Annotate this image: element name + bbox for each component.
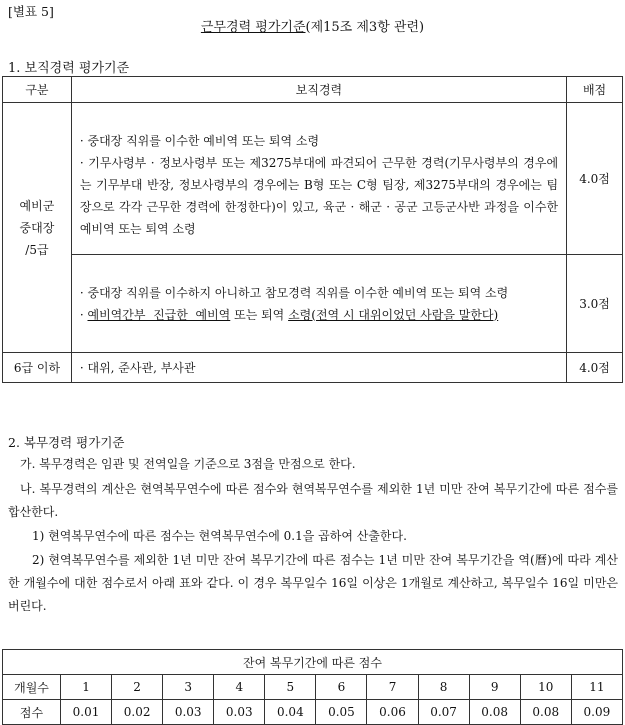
title-reference: (제15조 제3항 관련) xyxy=(305,20,425,35)
score-value: 0.08 xyxy=(469,700,520,725)
month-cell: 11 xyxy=(571,675,622,700)
header-category: 구분 xyxy=(3,77,72,103)
score-value: 0.01 xyxy=(61,700,112,725)
paragraph-1: 1) 현역복무연수에 따른 점수는 현역복무연수에 0.1을 곱하여 산출한다. xyxy=(32,529,407,543)
header-career: 보직경력 xyxy=(71,77,566,103)
career-line: · 중대장 직위를 이수하지 아니하고 참모경력 직위를 이수한 예비역 또는 퇴역 소령 xyxy=(79,285,509,300)
section2-heading: 2. 복무경력 평가기준 xyxy=(8,435,125,450)
document-title xyxy=(0,16,625,35)
score-cell: 4.0점 xyxy=(567,103,623,255)
row-label: 점수 xyxy=(3,700,61,725)
score-value: 0.07 xyxy=(418,700,469,725)
months-row xyxy=(3,675,623,700)
score-value: 0.03 xyxy=(163,700,214,725)
month-cell: 4 xyxy=(214,675,265,700)
score-value: 0.06 xyxy=(367,700,418,725)
score-value: 0.03 xyxy=(214,700,265,725)
career-line: · 기무사령부 · 정보사령부 또는 제3275부대에 파견되어 근무한 경력(기무사령부의 경우에는 기무부대 반장, 정보사령부의 경우에는 B형 또는 C형 팀장, 제3275부대의 경우에는 팀장으로 각각 근무한 경력에 한정한다)이 있고, 육군 · 해군 · 공군 고등군사반 과정을 이수한 예비역 또는 퇴역 소령 xyxy=(79,155,559,236)
score-value: 0.04 xyxy=(265,700,316,725)
month-cell: 6 xyxy=(316,675,367,700)
score-value: 0.05 xyxy=(316,700,367,725)
score-cell: 4.0점 xyxy=(567,353,623,383)
table-row xyxy=(3,353,623,383)
scores-row xyxy=(3,700,623,725)
remaining-service-table xyxy=(2,649,623,725)
career-position-table xyxy=(2,76,623,383)
section1-heading: 1. 보직경력 평가기준 xyxy=(8,61,130,76)
month-cell: 7 xyxy=(367,675,418,700)
month-cell: 5 xyxy=(265,675,316,700)
paragraph-2: 2) 현역복무연수를 제외한 1년 미만 잔여 복무기간에 따른 점수는 1년 미만 잔여 복무기간을 역(曆)에 따라 계산한 개월수에 대한 점수로서 아래 표와 같다. 이 경우 복무일수 16일 이상은 1개월로 계산하고, 복무일수 16일 미만은 버린다. xyxy=(8,553,618,613)
paragraph-na: 나. 복무경력의 계산은 현역복무연수에 따른 점수와 현역복무연수를 제외한 1년 미만 잔여 복무기간에 따른 점수를 합산한다. xyxy=(8,482,618,519)
career-description: · 대위, 준사관, 부사관 xyxy=(71,353,566,383)
month-cell: 3 xyxy=(163,675,214,700)
table-row xyxy=(3,103,623,255)
month-cell: 9 xyxy=(469,675,520,700)
career-line: · 예비역간부 진급한 예비역 또는 퇴역 소령(전역 시 대위이었던 사람을 말한다) xyxy=(79,307,499,322)
underlined-text: 소령(전역 시 대위이었던 사람을 말한다) xyxy=(288,307,499,322)
underlined-text: 예비역간부 진급한 예비역 xyxy=(87,307,231,322)
month-cell: 2 xyxy=(112,675,163,700)
remaining-table-title: 잔여 복무기간에 따른 점수 xyxy=(3,650,623,675)
table-row xyxy=(3,255,623,353)
annex-label: [별표 5] xyxy=(8,4,54,19)
score-cell: 3.0점 xyxy=(567,255,623,353)
month-cell: 1 xyxy=(61,675,112,700)
category-cell: 6급 이하 xyxy=(3,353,72,383)
row-label: 개월수 xyxy=(3,675,61,700)
score-value: 0.02 xyxy=(112,700,163,725)
header-score: 배점 xyxy=(567,77,623,103)
title-main: 근무경력 평가기준 xyxy=(200,20,306,35)
category-cell xyxy=(3,103,72,353)
paragraph-ga: 가. 복무경력은 임관 및 전역일을 기준으로 3점을 만점으로 한다. xyxy=(20,457,356,471)
career-description xyxy=(71,255,566,353)
career-line: · 중대장 직위를 이수한 예비역 또는 퇴역 소령 xyxy=(79,133,320,148)
score-value: 0.09 xyxy=(571,700,622,725)
table-header-row xyxy=(3,77,623,103)
category-label: 예비군 중대장 /5급 xyxy=(19,198,55,257)
career-description xyxy=(71,103,566,255)
month-cell: 8 xyxy=(418,675,469,700)
month-cell: 10 xyxy=(520,675,571,700)
score-value: 0.08 xyxy=(520,700,571,725)
